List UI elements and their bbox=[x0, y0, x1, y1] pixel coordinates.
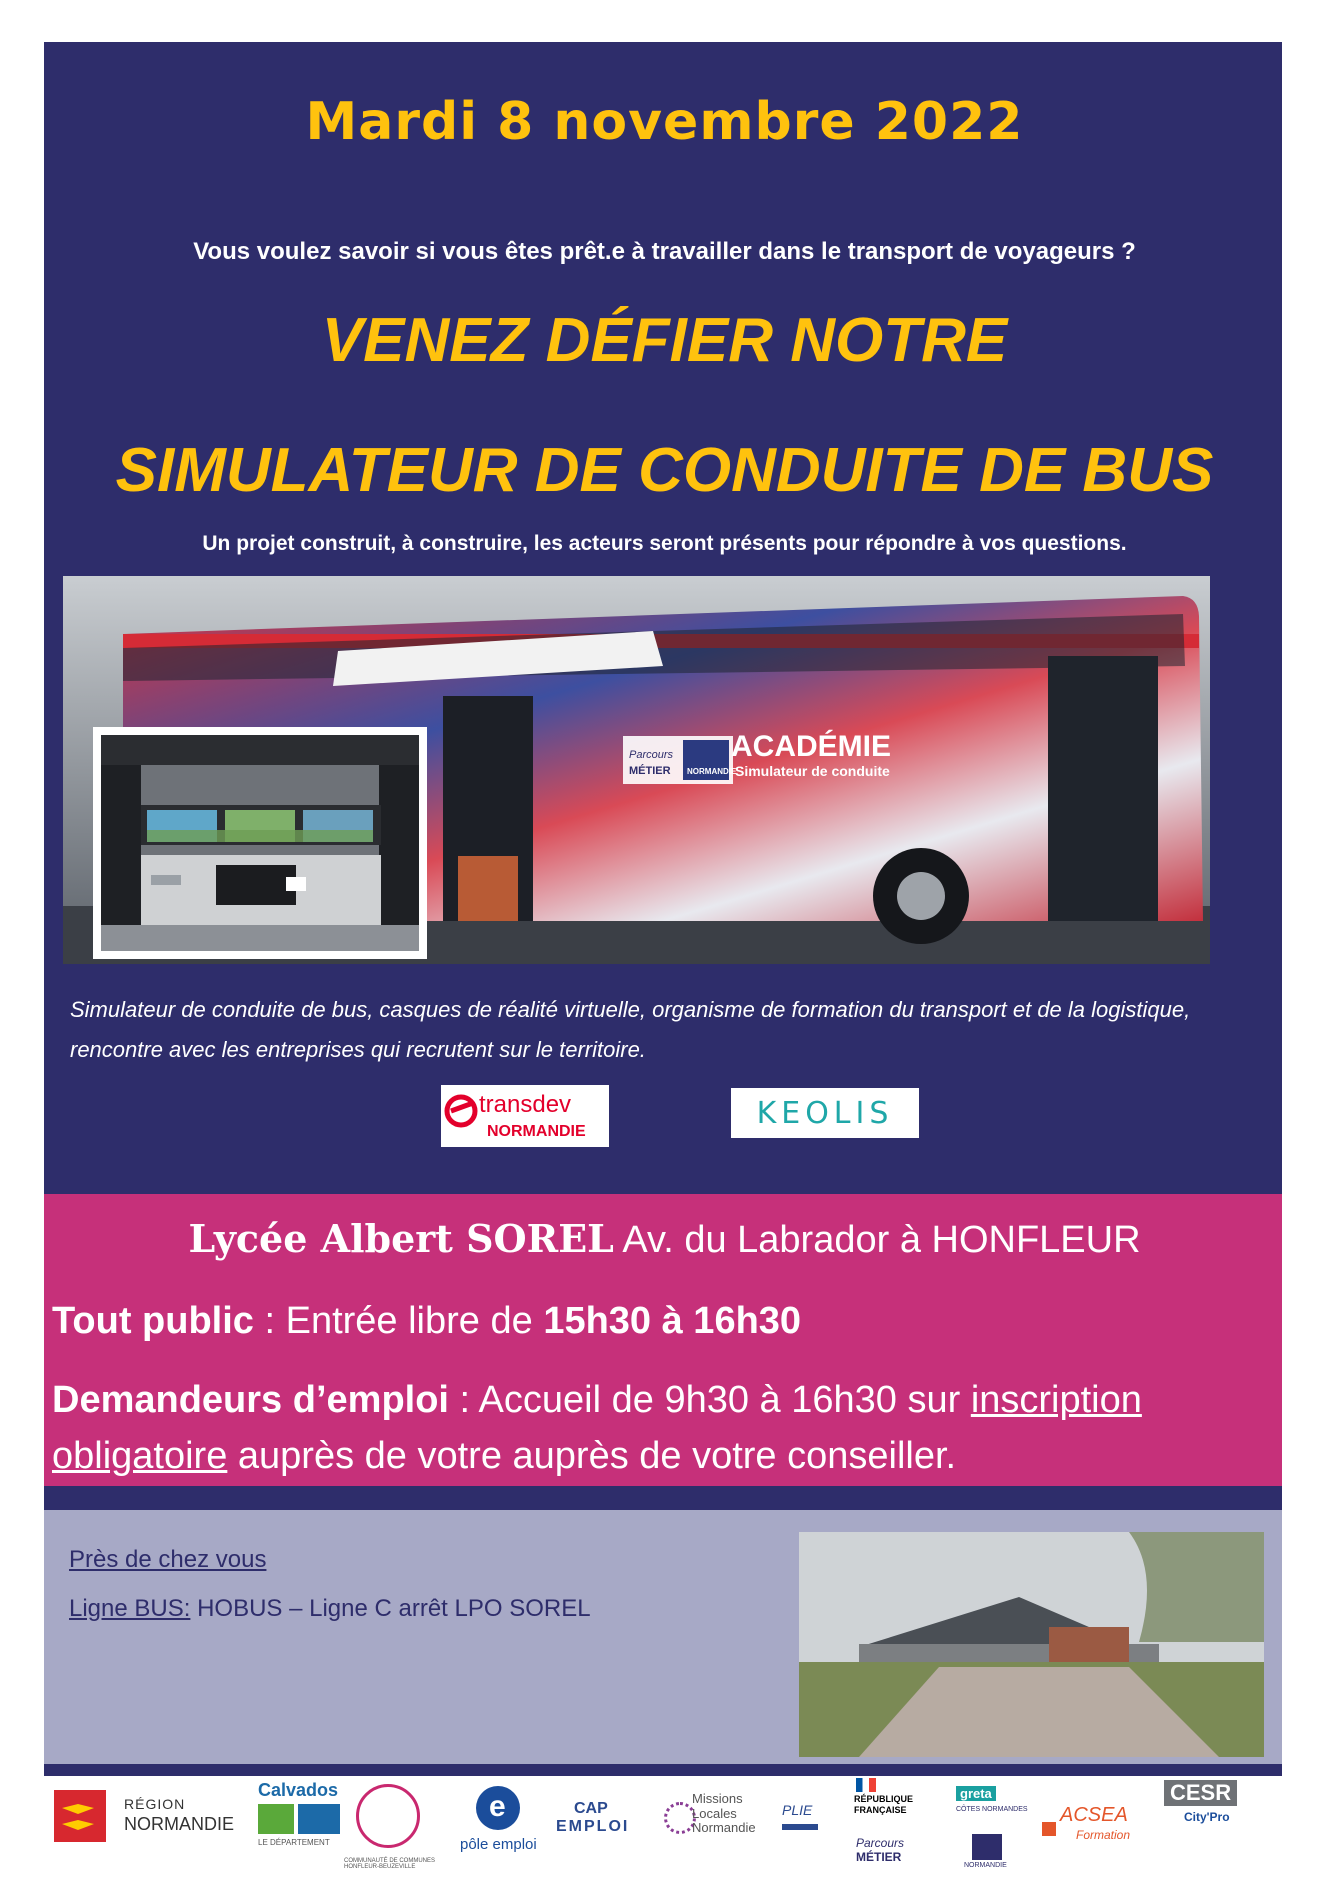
bottom-band bbox=[44, 1764, 1282, 1776]
near-you-label: Près de chez vous bbox=[69, 1546, 267, 1573]
french-flag-icon bbox=[856, 1778, 876, 1792]
calvados-wave-icon bbox=[298, 1804, 340, 1834]
missions-locales-2: Locales bbox=[692, 1806, 737, 1821]
jobseekers-tail: auprès de votre auprès de votre conseiller. bbox=[227, 1435, 957, 1477]
transdev-logo bbox=[441, 1085, 609, 1147]
registration-link[interactable]: inscription obligatoire bbox=[52, 1379, 1142, 1477]
bus-line-label: Ligne BUS: bbox=[69, 1595, 191, 1622]
keolis-name: KEOLIS bbox=[756, 1096, 894, 1131]
event-date: Mardi 8 novembre 2022 bbox=[305, 92, 1024, 152]
republique-2: FRANÇAISE bbox=[854, 1805, 907, 1815]
ccpb-apple-icon bbox=[356, 1784, 420, 1848]
simulator-photo bbox=[101, 735, 419, 951]
region-normandie-small: NORMANDIE bbox=[964, 1862, 1007, 1869]
simulator-photo-frame bbox=[93, 727, 427, 959]
cap-emploi-2: EMPLOI bbox=[556, 1818, 630, 1835]
region-top-text: RÉGION bbox=[124, 1796, 186, 1812]
divider-band bbox=[44, 1486, 1282, 1510]
transdev-name: transdev bbox=[479, 1091, 572, 1118]
region-normandie-flag-icon bbox=[54, 1790, 106, 1842]
plie-name: PLIE bbox=[782, 1802, 813, 1818]
parcours-1: Parcours bbox=[856, 1836, 905, 1850]
pole-emploi-name: pôle emploi bbox=[460, 1836, 537, 1853]
intro-question: Vous voulez savoir si vous êtes prêt.e à travailler dans le transport de voyageurs ? bbox=[193, 238, 1136, 265]
region-shield-icon bbox=[972, 1834, 1002, 1860]
calvados-sub: LE DÉPARTEMENT bbox=[258, 1838, 330, 1847]
pole-emploi-icon: e bbox=[476, 1786, 520, 1830]
acsea-sub: Formation bbox=[1076, 1828, 1131, 1842]
badge-line-1: Parcours bbox=[629, 749, 674, 761]
jobseekers-label: Demandeurs d’emploi bbox=[52, 1379, 449, 1421]
cesr-name: CESR bbox=[1164, 1780, 1237, 1806]
republique-1: RÉPUBLIQUE bbox=[854, 1794, 914, 1804]
project-text: Un projet construit, à construire, les acteurs seront présents pour répondre à vos questions. bbox=[202, 532, 1127, 555]
venue-line bbox=[0, 1216, 1329, 1262]
region-bottom-text: NORMANDIE bbox=[124, 1814, 235, 1834]
badge-line-2: MÉTIER bbox=[629, 765, 671, 777]
bus-line-info bbox=[69, 1595, 591, 1623]
public-hours: 15h30 à 16h30 bbox=[543, 1300, 802, 1342]
headline-line-2: SIMULATEUR DE CONDUITE DE BUS bbox=[115, 436, 1214, 505]
citypro-name: City'Pro bbox=[1184, 1810, 1230, 1824]
parcours-2: MÉTIER bbox=[856, 1850, 902, 1864]
event-description: Simulateur de conduite de bus, casques de réalité virtuelle, organisme de formation du transport et de la logistique, rencontre avec les entreprises qui recrutent sur le territoire. bbox=[70, 997, 1191, 1062]
school-illustration bbox=[799, 1532, 1264, 1757]
greta-name: greta bbox=[956, 1786, 996, 1801]
simulator-illustration bbox=[101, 735, 419, 951]
jobseekers-text: : Accueil de 9h30 à 16h30 sur bbox=[448, 1379, 971, 1421]
school-name: Lycée Albert SOREL bbox=[188, 1216, 614, 1261]
badge-region: NORMANDIE bbox=[687, 767, 737, 776]
school-photo bbox=[799, 1532, 1264, 1757]
partner-logos bbox=[44, 1778, 1282, 1878]
ccpb-text: COMMUNAUTÉ DE COMMUNES HONFLEUR-BEUZEVILLE bbox=[344, 1858, 435, 1870]
bus-sign-subtitle: Simulateur de conduite bbox=[735, 763, 890, 779]
jobseekers-access-line bbox=[52, 1372, 1262, 1484]
acsea-square-icon bbox=[1042, 1822, 1056, 1836]
keolis-logo bbox=[731, 1088, 919, 1138]
missions-locales-3: Normandie bbox=[692, 1820, 756, 1835]
bus-line-text: HOBUS – Ligne C arrêt LPO SOREL bbox=[190, 1595, 591, 1622]
public-text: : Entrée libre de bbox=[253, 1300, 544, 1342]
bus-sign-title: ACADÉMIE bbox=[731, 730, 892, 763]
calvados-name: Calvados bbox=[258, 1780, 339, 1800]
public-access-line bbox=[52, 1300, 801, 1343]
public-label: Tout public bbox=[52, 1300, 254, 1342]
acsea-name: ACSEA bbox=[1060, 1804, 1128, 1826]
cap-emploi-1: CAP bbox=[574, 1800, 608, 1817]
school-address: Av. du Labrador à HONFLEUR bbox=[622, 1219, 1141, 1261]
missions-locales-1: Missions bbox=[692, 1791, 743, 1806]
transdev-region: NORMANDIE bbox=[487, 1123, 586, 1140]
calvados-apple-icon bbox=[258, 1804, 294, 1834]
plie-swoosh-icon bbox=[782, 1824, 818, 1830]
headline-line-1: VENEZ DÉFIER NOTRE bbox=[321, 306, 1008, 375]
greta-sub: CÔTES NORMANDES bbox=[956, 1806, 1028, 1813]
